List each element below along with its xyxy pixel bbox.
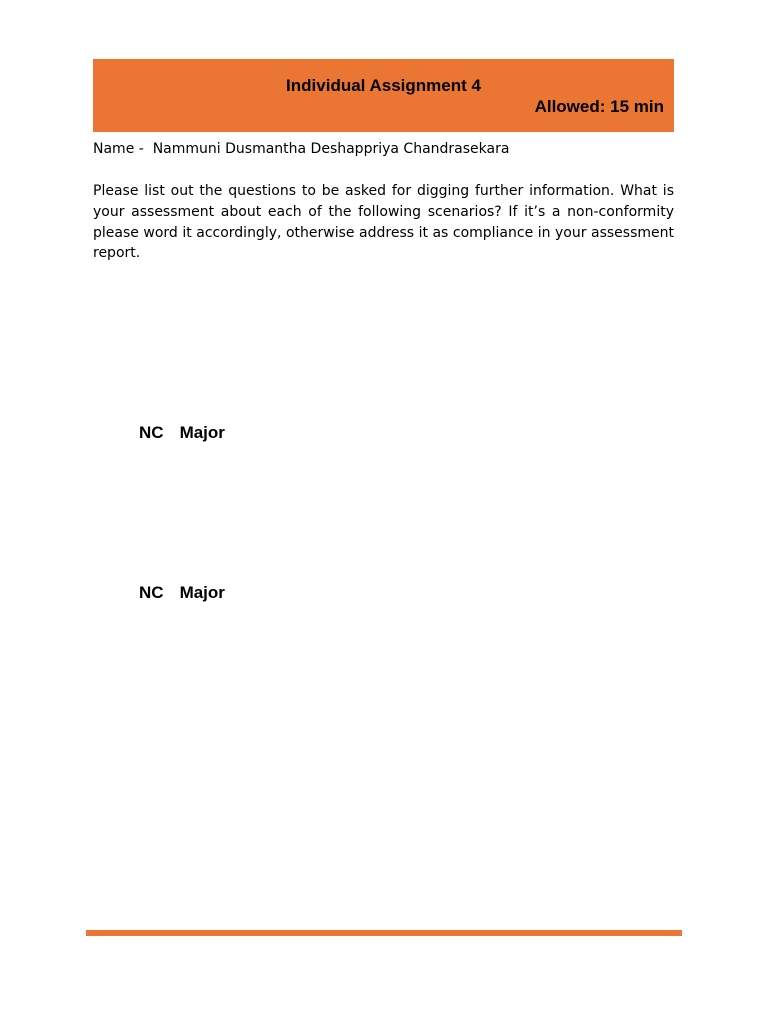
finding-type: NC: [139, 583, 164, 602]
finding-label-1: [139, 423, 225, 443]
finding-severity: Major: [179, 583, 225, 602]
footer-divider: [86, 930, 682, 936]
assignment-instructions: Please list out the questions to be asked for digging further information. What is your assessment about each of the following scenarios? If it’s a non-conformity please word it accordingly, otherwise address it as compliance in your assessment report.: [93, 183, 674, 262]
time-allowed: Allowed: 15 min: [534, 97, 664, 116]
finding-label-2: [139, 583, 225, 603]
assignment-title: Individual Assignment 4: [286, 76, 481, 95]
finding-type: NC: [139, 423, 164, 442]
assignment-header: [93, 59, 674, 132]
student-name: Name - Nammuni Dusmantha Deshappriya Chandrasekara: [93, 141, 510, 157]
finding-severity: Major: [179, 423, 225, 442]
